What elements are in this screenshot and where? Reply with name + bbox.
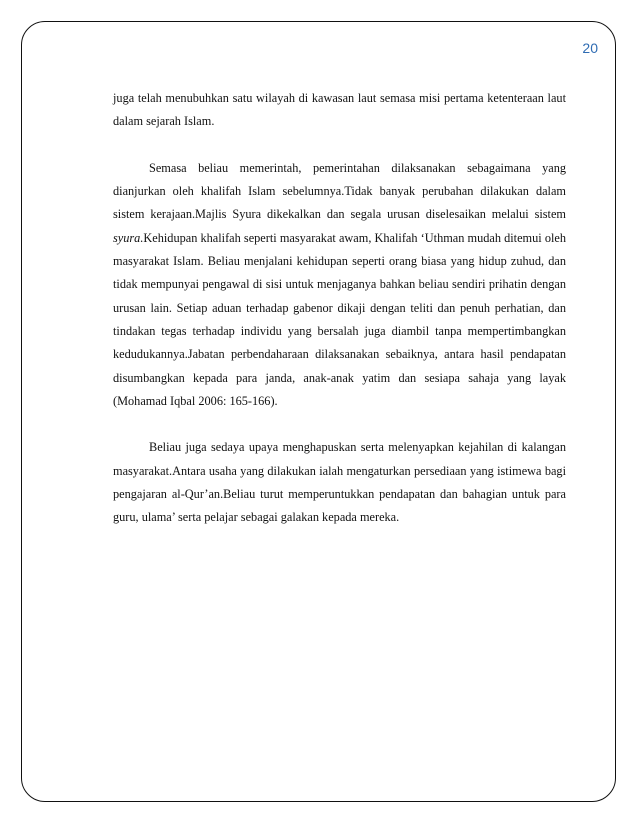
body-text [113, 87, 566, 553]
page-number: 20 [582, 40, 598, 56]
paragraph-2-text-b: Kehidupan khalifah seperti masyarakat awam, Khalifah ‘Uthman mudah ditemui oleh masyarakat Islam. Beliau menjalani kehidupan seperti orang biasa yang hidup zuhud, dan tidak mempunyai pengawal di sisi untuk menjaganya bahkan beliau sendiri prihatin dengan urusan lain. Setiap aduan terhadap gabenor dikaji dengan teliti dan penuh perhatian, dan tindakan tegas terhadap individu yang bersalah juga diambil tanpa mempertimbangkan kedudukannya.Jabatan perbendaharaan dilaksanakan sebaiknya, antara hasil pendapatan disumbangkan kepada para janda, anak-anak yatim dan sesiapa sahaja yang layak (Mohamad Iqbal 2006: 165-166). [113, 230, 566, 408]
paragraph-3: Beliau juga sedaya upaya menghapuskan serta melenyapkan kejahilan di kalangan masyarakat.Antara usaha yang dilakukan ialah mengaturkan persediaan yang istimewa bagi pengajaran al-Qur’an.Beliau turut memperuntukkan pendapatan dan bahagian untuk para guru, ulama’ serta pelajar sebagai galakan kepada mereka. [113, 440, 566, 525]
paragraph-2-italic-term: syura. [113, 230, 144, 245]
paragraph-2 [113, 157, 566, 413]
paragraph-2-text-a: Semasa beliau memerintah, pemerintahan dilaksanakan sebagaimana yang dianjurkan oleh khalifah Islam sebelumnya.Tidak banyak perubahan dilakukan dalam sistem kerajaan.Majlis Syura dikekalkan dan segala urusan diselesaikan melalui sistem [113, 160, 566, 222]
paragraph-1: juga telah menubuhkan satu wilayah di kawasan laut semasa misi pertama ketenteraan laut dalam sejarah Islam. [113, 91, 566, 129]
